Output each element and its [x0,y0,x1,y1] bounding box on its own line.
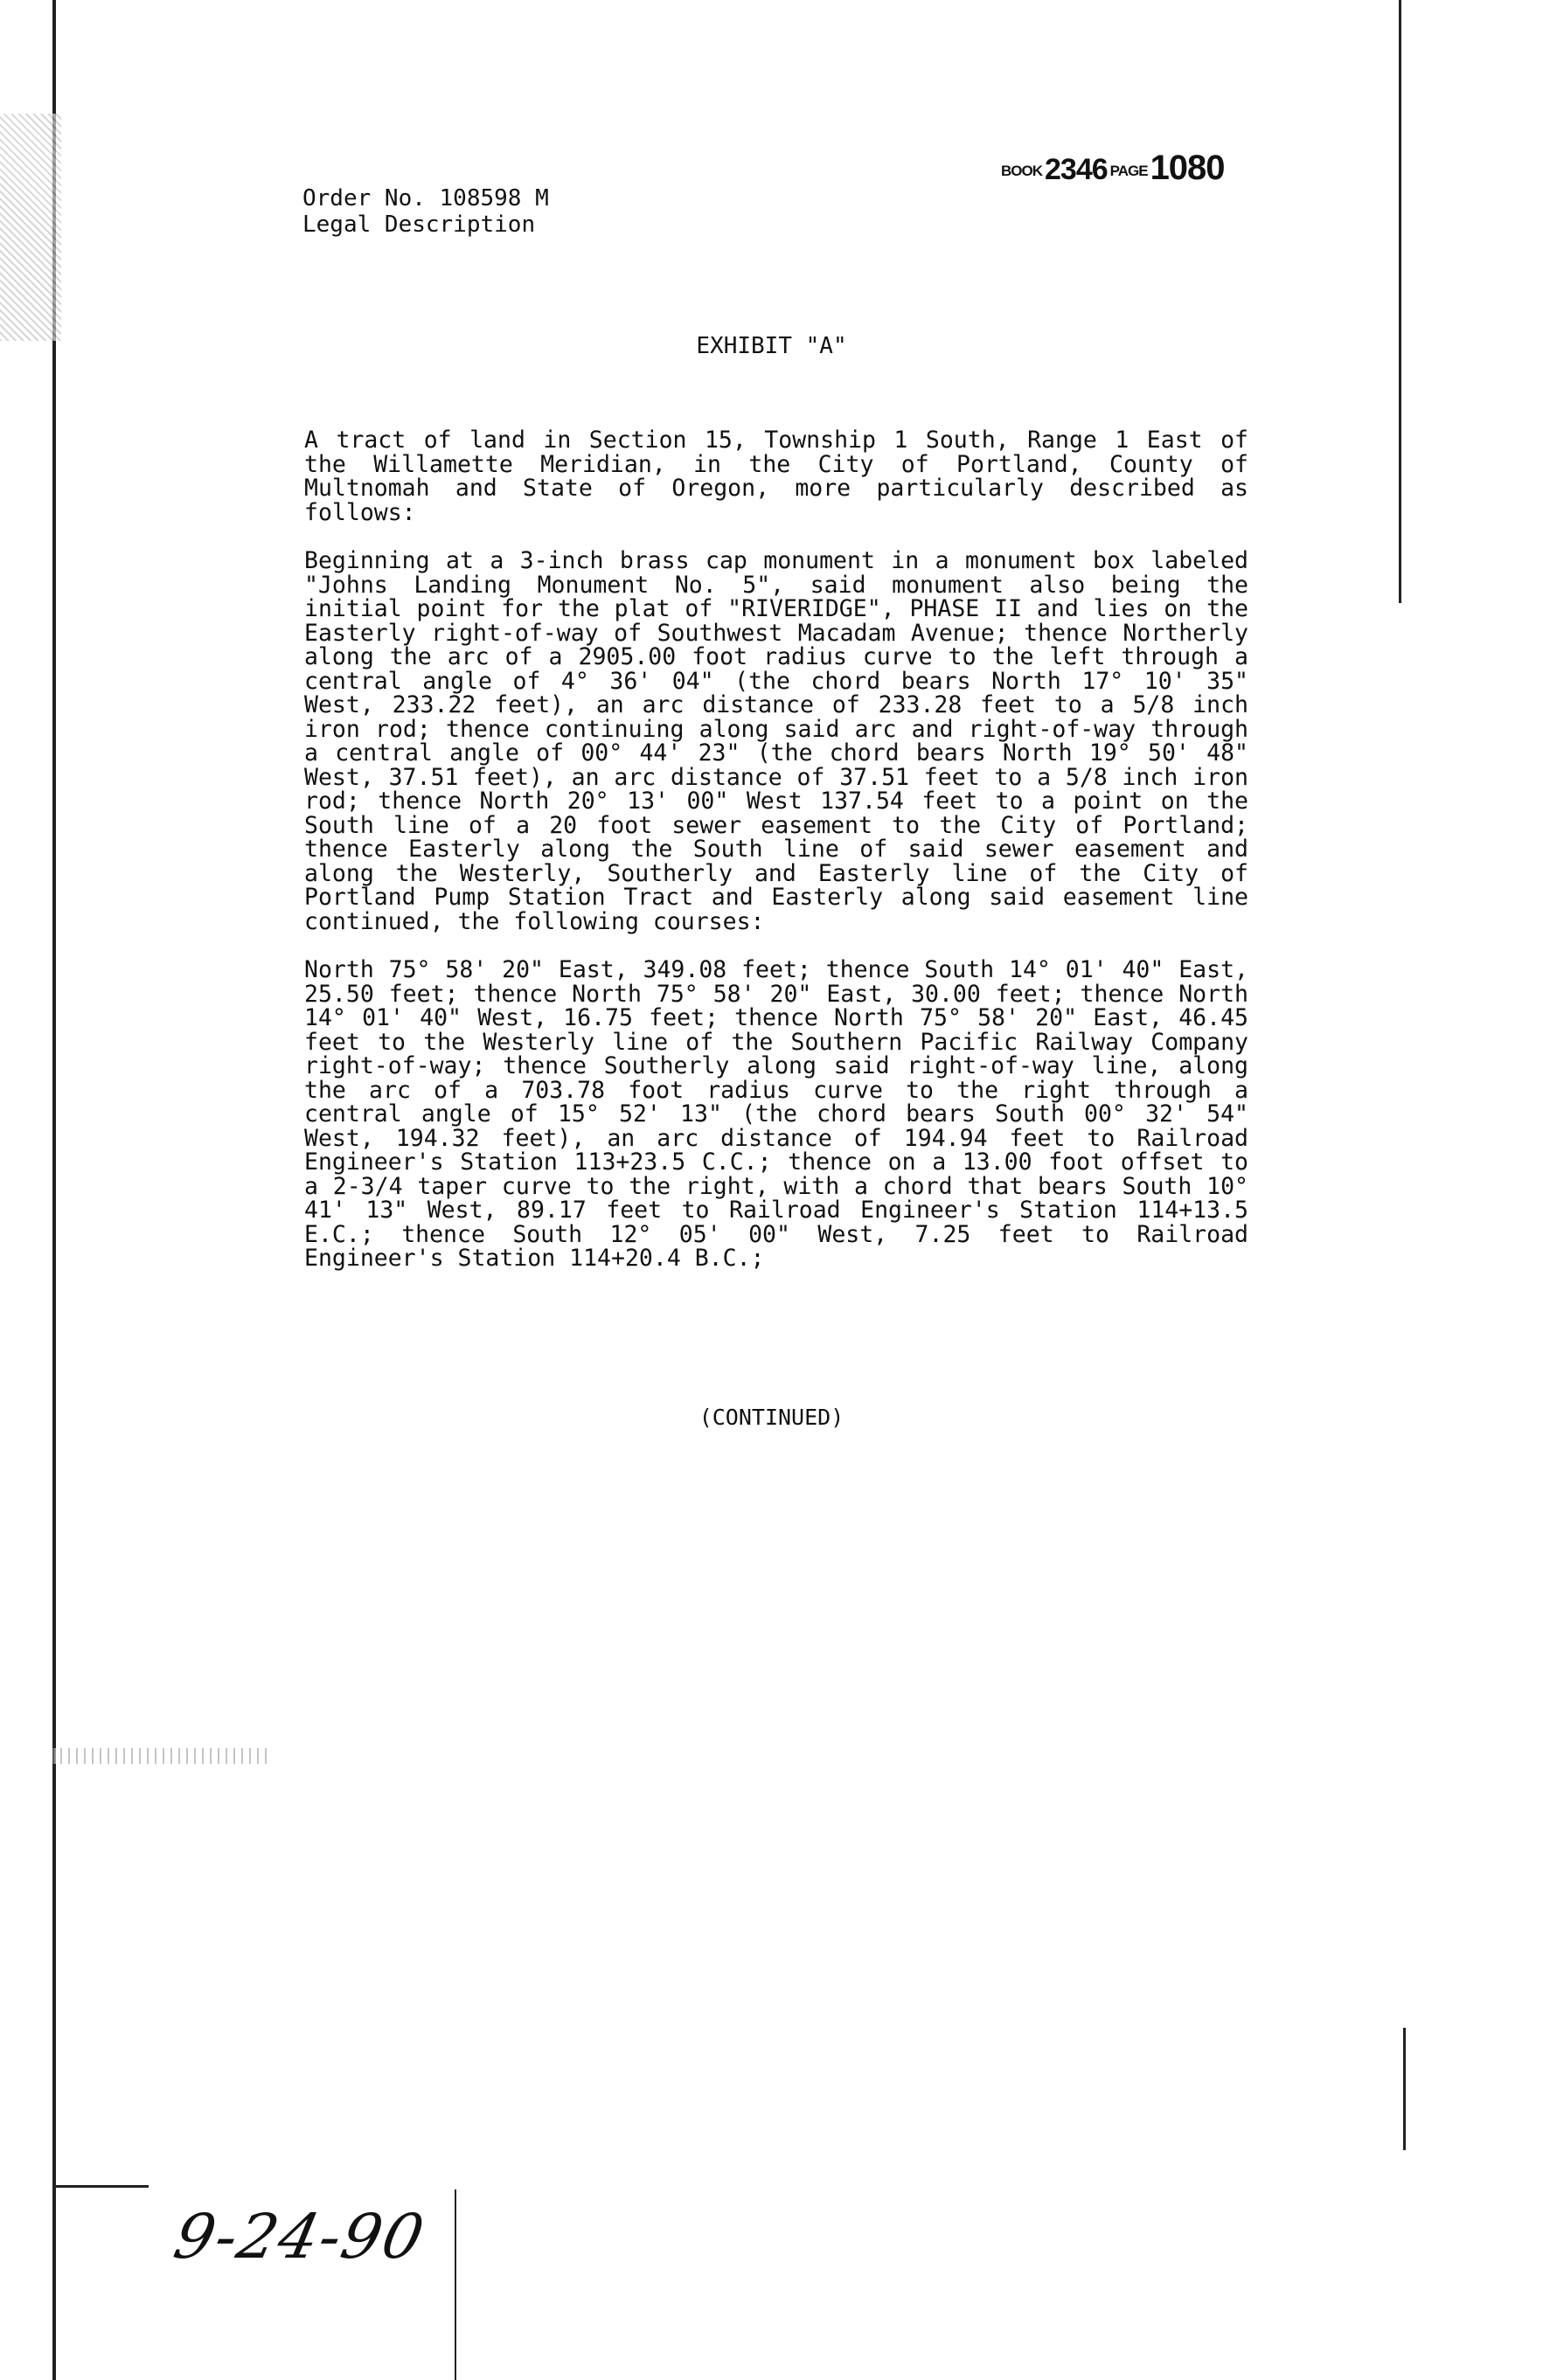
legal-description-body [304,428,1248,1295]
header-subtitle: Legal Description [302,212,536,238]
exhibit-title: EXHIBIT "A" [696,333,847,359]
page-number: 1080 [1150,149,1225,187]
continued-label: (CONTINUED) [699,1405,844,1430]
scan-speckle [52,1748,271,1764]
book-number: 2346 [1045,153,1108,186]
book-label: BOOK [1001,163,1042,179]
document-header [302,185,549,238]
scan-edge-bottom [52,2185,149,2188]
book-page-stamp [998,149,1225,188]
paragraph-intro: A tract of land in Section 15, Township 1 South, Range 1 East of the Willamette Meridian, in the City of Portland, County of Multnomah and State of Oregon, more particularly described as follows: [304,427,1248,526]
scan-edge-right [1399,0,1401,603]
scan-edge-right-lower [1403,2028,1406,2150]
order-number: Order No. 108598 M [302,185,549,212]
handwritten-date: 9-24-90 [168,2201,432,2272]
page-label: PAGE [1109,163,1148,179]
paragraph-courses: North 75° 58' 20" East, 349.08 feet; thence South 14° 01' 40" East, 25.50 feet; thence North 75° 58' 20" East, 30.00 feet; thence North 14° 01' 40" West, 16.75 feet; thence North 75° 58' 20" East, 46.45 feet to the Westerly line of the Southern Pacific Railway Company right-of-way; thence Southerly along said right-of-way line, along the arc of a 703.78 foot radius curve to the right through a central angle of 15° 52' 13" (the chord bears South 00° 32' 54" West, 194.32 feet), an arc distance of 194.94 feet to Railroad Engineer's Station 113+23.5 C.C.; thence on a 13.00 foot offset to a 2-3/4 taper curve to the right, with a chord that bears South 10° 41' 13" West, 89.17 feet to Railroad Engineer's Station 114+13.5 E.C.; thence South 12° 05' 00" West, 7.25 feet to Railroad Engineer's Station 114+20.4 B.C.; [304,956,1248,1272]
scan-noise-left [0,114,61,341]
paragraph-beginning: Beginning at a 3-inch brass cap monument in a monument box labeled "Johns Landing Monument No. 5", said monument also being the initial point for the plat of "RIVERIDGE", PHASE II and lies on the Easterly right-of-way of Southwest Macadam Avenue; thence Northerly along the arc of a 2905.00 foot radius curve to the left through a central angle of 4° 36' 04" (the chord bears North 17° 10' 35" West, 233.22 feet), an arc distance of 233.28 feet to a 5/8 inch iron rod; thence continuing along said arc and right-of-way through a central angle of 00° 44' 23" (the chord bears North 19° 50' 48" West, 37.51 feet), an arc distance of 37.51 feet to a 5/8 inch iron rod; thence North 20° 13' 00" West 137.54 feet to a point on the South line of a 20 foot sewer easement to the City of Portland; thence Easterly along the South line of said sewer easement and along the Westerly, Southerly and Easterly line of the City of Portland Pump Station Tract and Easterly along said easement line continued, the following courses: [304,547,1248,935]
